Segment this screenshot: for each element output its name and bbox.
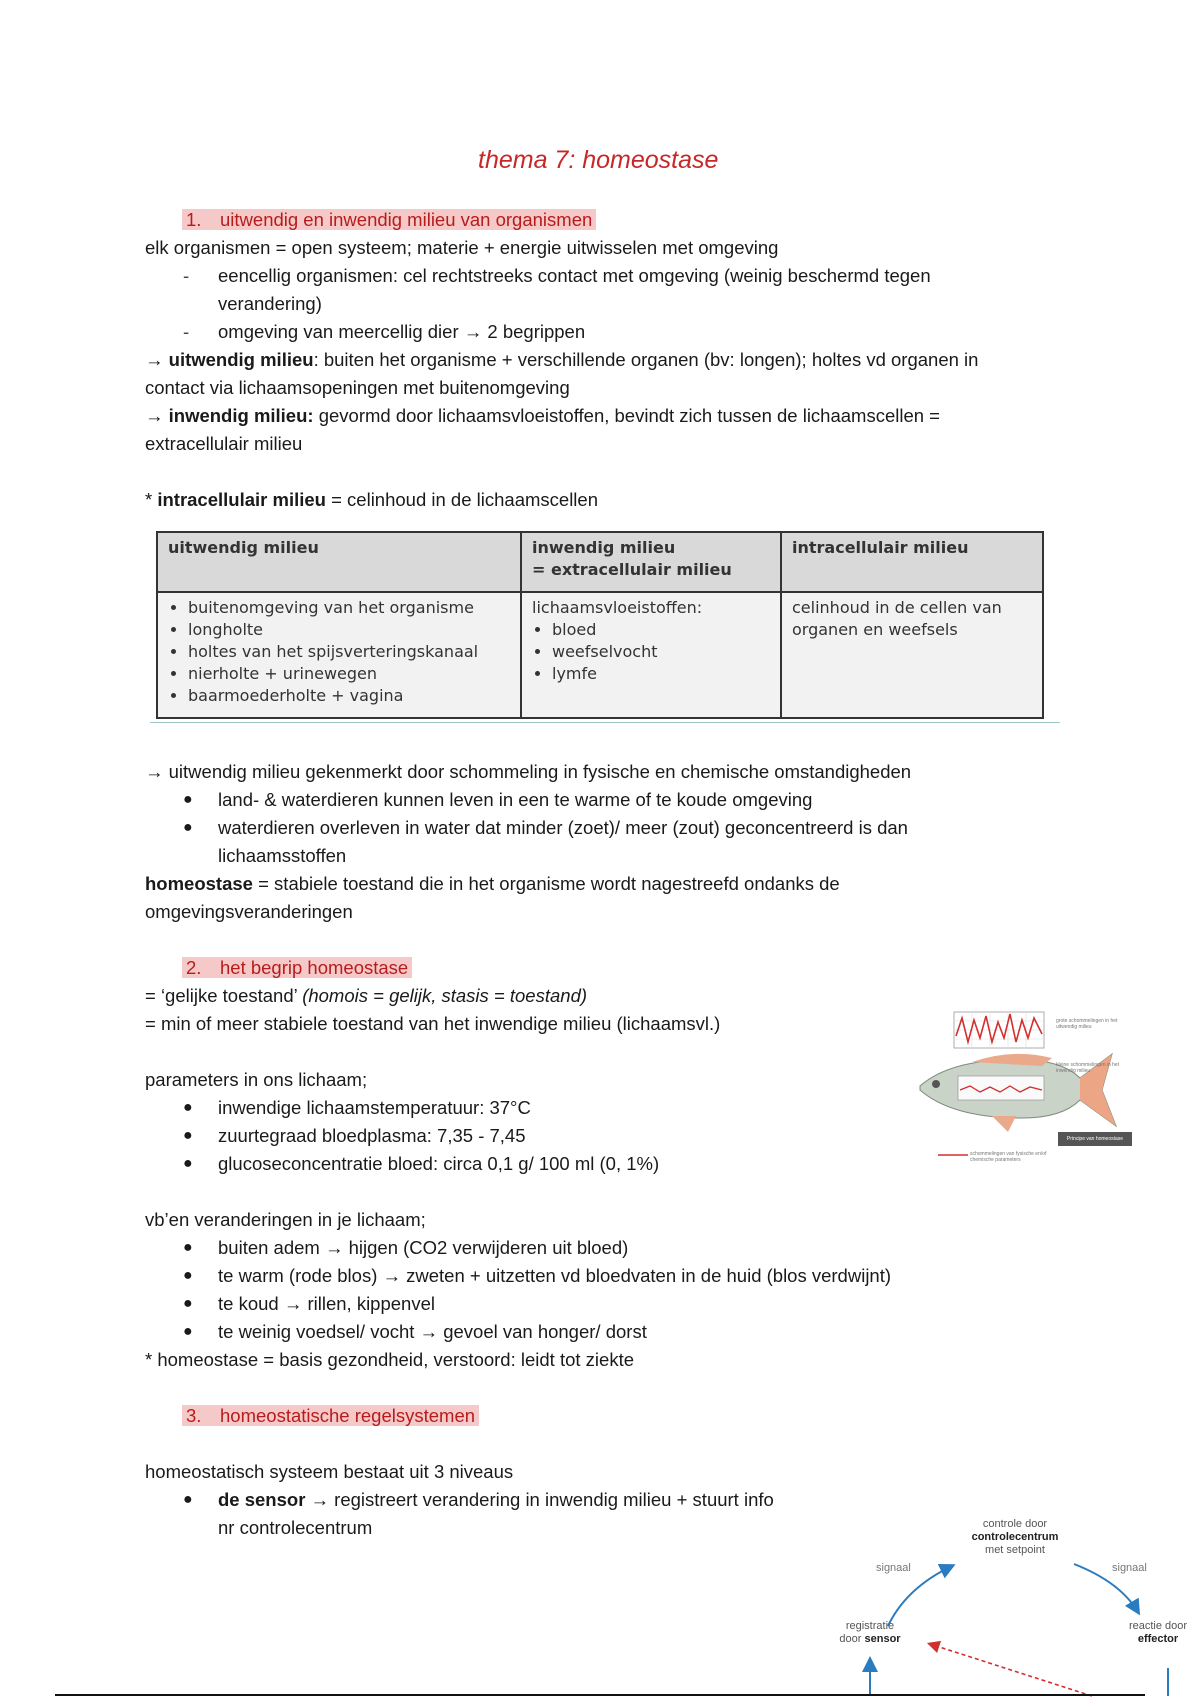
signal-label-right: signaal (1112, 1562, 1147, 1574)
homeostase-health-note: * homeostase = basis gezondheid, verstoord: leidt tot ziekte (145, 1349, 634, 1370)
section-1-number: 1. (186, 209, 202, 230)
cycle-effector-label: reactie door effector (1128, 1620, 1188, 1645)
homeostase-definition-cont: omgevingsveranderingen (145, 901, 353, 922)
bullet-item: land- & waterdieren kunnen leven in een te warme of te koude omgeving (218, 789, 813, 810)
table-header-uitwendig: uitwendig milieu (157, 532, 521, 592)
bullet-icon: ● (183, 1155, 193, 1172)
section-1-title: uitwendig en inwendig milieu van organismen (220, 209, 593, 230)
parameters-heading: parameters in ons lichaam; (145, 1069, 368, 1090)
list-item: • buitenomgeving van het organisme (188, 597, 510, 619)
homeostase-meaning: = min of meer stabiele toestand van het inwendige milieu (lichaamsvl.) (145, 1013, 721, 1034)
bullet-item: zuurtegraad bloedplasma: 7,35 - 7,45 (218, 1125, 526, 1146)
list-item: • holtes van het spijsverteringskanaal (188, 641, 510, 663)
changes-heading: vb’en veranderingen in je lichaam; (145, 1209, 426, 1230)
section-3-title: homeostatische regelsystemen (220, 1405, 476, 1426)
inwendig-milieu-definition: → inwendig milieu: gevormd door lichaamsvloeistoffen, bevindt zich tussen de lichaamscellen = (145, 405, 940, 426)
bullet-item: te koud → rillen, kippenvel (218, 1293, 435, 1314)
list-item: • longholte (188, 619, 510, 641)
table-cell-uitwendig (157, 592, 521, 718)
bullet-icon: ● (183, 791, 193, 808)
bullet-icon: ● (183, 1099, 193, 1116)
bullet-icon: ● (183, 1295, 193, 1312)
table-header-intracellulair: intracellulair milieu (781, 532, 1043, 592)
bullet-icon: ● (183, 819, 193, 836)
list-item: • lymfe (552, 663, 770, 685)
page-bottom-rule (55, 1694, 1145, 1696)
dash-item-unicellular-cont: verandering) (218, 293, 322, 314)
signal-label-left: signaal (876, 1562, 911, 1574)
bullet-icon: ● (183, 1267, 193, 1284)
bullet-item: buiten adem → hijgen (CO2 verwijderen uit bloed) (218, 1237, 629, 1258)
fish-label-inner: kleine schommelingen in het inwendig milieu (1056, 1062, 1120, 1074)
fish-legend-label: schommelingen van fysische en/of chemische parameters (970, 1151, 1047, 1163)
cycle-sensor-label: registratie door sensor (839, 1620, 901, 1645)
table-header-inwendig: inwendig milieu = extracellulair milieu (521, 532, 781, 592)
homeostase-etymology: = ‘gelijke toestand’ (homois = gelijk, stasis = toestand) (145, 985, 588, 1006)
cycle-center-label: controle door controlecentrum met setpoint (971, 1518, 1059, 1556)
bullet-item: inwendige lichaamstemperatuur: 37°C (218, 1097, 531, 1118)
intracellulair-milieu-definition: * intracellulair milieu = celinhoud in de lichaamscellen (145, 489, 598, 510)
section-2-heading (182, 954, 412, 982)
section-2-title: het begrip homeostase (220, 957, 409, 978)
dash-bullet: - (183, 321, 190, 342)
homeostase-definition: homeostase = stabiele toestand die in het organisme wordt nagestreefd ondanks de (145, 873, 840, 894)
table-divider (150, 722, 1060, 723)
sensor-item: de sensor → registreert verandering in inwendig milieu + stuurt info (218, 1489, 774, 1510)
list-item: • bloed (552, 619, 770, 641)
schommeling-line: → uitwendig milieu gekenmerkt door schommeling in fysische en chemische omstandigheden (145, 761, 912, 782)
bullet-item: te warm (rode blos) → zweten + uitzetten vd bloedvaten in de huid (blos verdwijnt) (218, 1265, 892, 1286)
bullet-icon: ● (183, 1491, 193, 1508)
section-1-heading (182, 206, 596, 234)
levels-intro: homeostatisch systeem bestaat uit 3 niveaus (145, 1461, 514, 1482)
sensor-item-cont: nr controlecentrum (218, 1517, 373, 1538)
bullet-icon: ● (183, 1127, 193, 1144)
fish-principle-label: Principe van homeostase (1066, 1136, 1124, 1142)
table-header-row (157, 532, 1043, 592)
bullet-item: te weinig voedsel/ vocht → gevoel van honger/ dorst (218, 1321, 647, 1342)
milieu-table (156, 531, 1044, 719)
page-title: thema 7: homeostase (478, 146, 719, 174)
bullet-item-cont: lichaamsstoffen (218, 845, 347, 866)
uitwendig-milieu-definition-cont: contact via lichaamsopeningen met buitenomgeving (145, 377, 570, 398)
list-item: • baarmoederholte + vagina (188, 685, 510, 707)
section-2-number: 2. (186, 957, 202, 978)
list-item: • nierholte + urinewegen (188, 663, 510, 685)
dash-bullet: - (183, 265, 190, 286)
list-item: • weefselvocht (552, 641, 770, 663)
fish-label-outer: grote schommelingen in het uitwendig milieu (1056, 1018, 1118, 1030)
dash-item-unicellular: eencellig organismen: cel rechtstreeks contact met omgeving (weinig beschermd tegen (218, 265, 931, 286)
section-3-heading (182, 1402, 479, 1430)
open-system-line: elk organismen = open systeem; materie + energie uitwisselen met omgeving (145, 237, 779, 258)
bullet-item: glucoseconcentratie bloed: circa 0,1 g/ 100 ml (0, 1%) (218, 1153, 660, 1174)
dash-item-multicellular: omgeving van meercellig dier → 2 begrippen (218, 321, 586, 342)
inwendig-milieu-definition-cont: extracellulair milieu (145, 433, 303, 454)
table-row (157, 592, 1043, 718)
section-3-number: 3. (186, 1405, 202, 1426)
bullet-item: waterdieren overleven in water dat minder (zoet)/ meer (zout) geconcentreerd is dan (218, 817, 908, 838)
bullet-icon: ● (183, 1323, 193, 1340)
table-cell-inwendig: lichaamsvloeistoffen: • bloed • weefselvocht • lymfe (521, 592, 781, 718)
uitwendig-milieu-definition: → uitwendig milieu: buiten het organisme + verschillende organen (bv: longen); holtes vd organen in (145, 349, 979, 370)
bullet-icon: ● (183, 1239, 193, 1256)
table-cell-intracellulair: celinhoud in de cellen van organen en weefsels (781, 592, 1043, 718)
